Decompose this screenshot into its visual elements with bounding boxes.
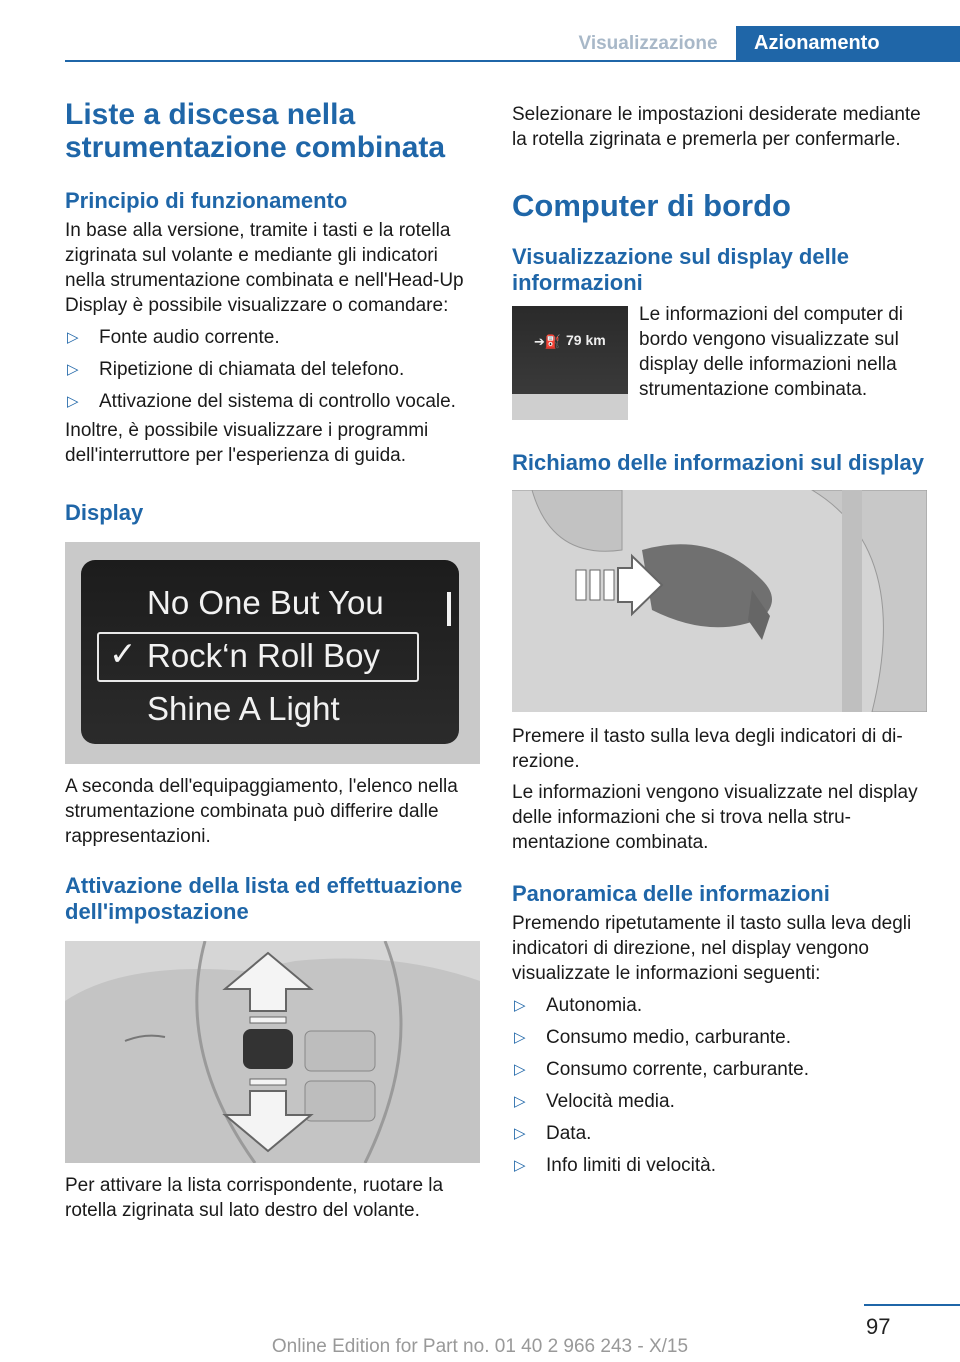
footer-rule xyxy=(864,1304,960,1306)
edition-footer: Online Edition for Part no. 01 40 2 966 243 - X/15 xyxy=(271,1336,689,1357)
list-item: ▷ Data. xyxy=(514,1123,592,1144)
list-item: ▷ Attivazione del sistema di controllo vocale. xyxy=(67,391,456,412)
heading-display: Display xyxy=(65,500,144,525)
list-item: ▷ Consumo corrente, carburante. xyxy=(514,1059,809,1080)
bullet-triangle-icon: ▷ xyxy=(67,361,79,378)
heading-principle: Principio di funzionamento xyxy=(65,188,348,213)
display-item-2: Rock‘n Roll Boy xyxy=(147,637,380,674)
page-number: 97 xyxy=(866,1314,891,1339)
bullet-triangle-icon: ▷ xyxy=(514,1093,526,1110)
bullet-triangle-icon: ▷ xyxy=(514,1029,526,1046)
tab-azionamento[interactable]: Azionamento xyxy=(736,26,960,62)
lever-illustration xyxy=(512,490,927,712)
scrollbar-icon xyxy=(447,592,451,626)
steering-wheel-illustration xyxy=(65,941,480,1163)
left-column xyxy=(65,98,480,1223)
computer-text: Le informazioni del computer di bordo vengono visualizzate sul display delle informazioni nella strumentazione combinata. xyxy=(639,304,904,400)
overview-text: Premendo ripetutamente il tasto sulla leva degli indicatori di direzione, nel display vengono visualizzate le informazioni seguenti: xyxy=(512,913,912,984)
list-item: ▷ Ripetizione di chiamata del telefono. xyxy=(67,359,405,380)
tab-visualizzazione[interactable]: Visualizzazione xyxy=(578,33,718,54)
list-item: ▷ Autonomia. xyxy=(514,995,643,1016)
heading-display-info: Visualizzazione sul display delle informazioni xyxy=(512,244,850,295)
list-item: ▷ Info limiti di velocità. xyxy=(514,1155,717,1176)
section-title-dropdown: Liste a discesa nella strumentazione combinata xyxy=(65,98,446,164)
range-value: 79 km xyxy=(566,332,606,348)
section-title-computer: Computer di bordo xyxy=(512,188,791,223)
bullet-triangle-icon: ▷ xyxy=(514,997,526,1014)
bullet-triangle-icon: ▷ xyxy=(67,329,79,346)
display-caption: A seconda dell'equipaggiamento, l'elenco nella strumentazione combinata può differire dalle rappresentazioni. xyxy=(65,776,458,847)
programs-text: Inoltre, è possibile visualizzare i programmi dell'interruttore per l'esperienza di guida. xyxy=(65,420,429,466)
bullet-triangle-icon: ▷ xyxy=(514,1157,526,1174)
right-column xyxy=(512,102,927,1182)
bullet-triangle-icon: ▷ xyxy=(514,1061,526,1078)
range-screen xyxy=(512,306,628,394)
dropdown-display-image xyxy=(65,542,480,764)
computer-row xyxy=(512,302,927,420)
heading-activation: Attivazione della lista ed effettuazione dell'impostazione xyxy=(65,873,463,924)
bullet-triangle-icon: ▷ xyxy=(67,393,79,410)
info-display-text: Le informazioni vengono visualizzate nel display delle informazioni che si trova nella strumentazione combinata. xyxy=(512,782,918,853)
display-item-3: Shine A Light xyxy=(147,690,340,727)
list-item: ▷ Velocità media. xyxy=(514,1091,675,1112)
steering-wheel-image xyxy=(65,941,480,1163)
heading-overview: Panoramica delle informazioni xyxy=(512,881,830,906)
intro-text: In base alla versione, tramite i tasti e la rotella zigrinata sul volante e mediante gli indicatori nella strumentazione combinata e nell'Head-Up Display è possibile visualizzare o comandare: xyxy=(65,220,464,316)
heading-call-info: Richiamo delle informazioni sul display xyxy=(512,450,924,475)
press-text: Premere il tasto sulla leva degli indicatori di direzione. xyxy=(512,726,903,772)
wheel-caption: Per attivare la lista corrispondente, ruotare la rotella zigrinata sul lato destro del volante. xyxy=(65,1175,444,1221)
bullet-triangle-icon: ▷ xyxy=(514,1125,526,1142)
range-display-image xyxy=(512,306,628,420)
turn-signal-lever-image xyxy=(512,490,927,712)
feature-list xyxy=(65,322,480,418)
list-item: ▷ Consumo medio, carburante. xyxy=(514,1027,792,1048)
select-settings-text: Selezionare le impostazioni desiderate mediante la rotella zigrinata e premerla per confermarle. xyxy=(512,104,921,150)
checkmark-icon: ✓ xyxy=(109,635,137,672)
list-item: ▷ Fonte audio corrente. xyxy=(67,327,280,348)
info-list xyxy=(512,990,927,1182)
display-item-1: No One But You xyxy=(147,584,384,621)
arrow-fuel-icon: ➔⛽ xyxy=(534,334,562,349)
